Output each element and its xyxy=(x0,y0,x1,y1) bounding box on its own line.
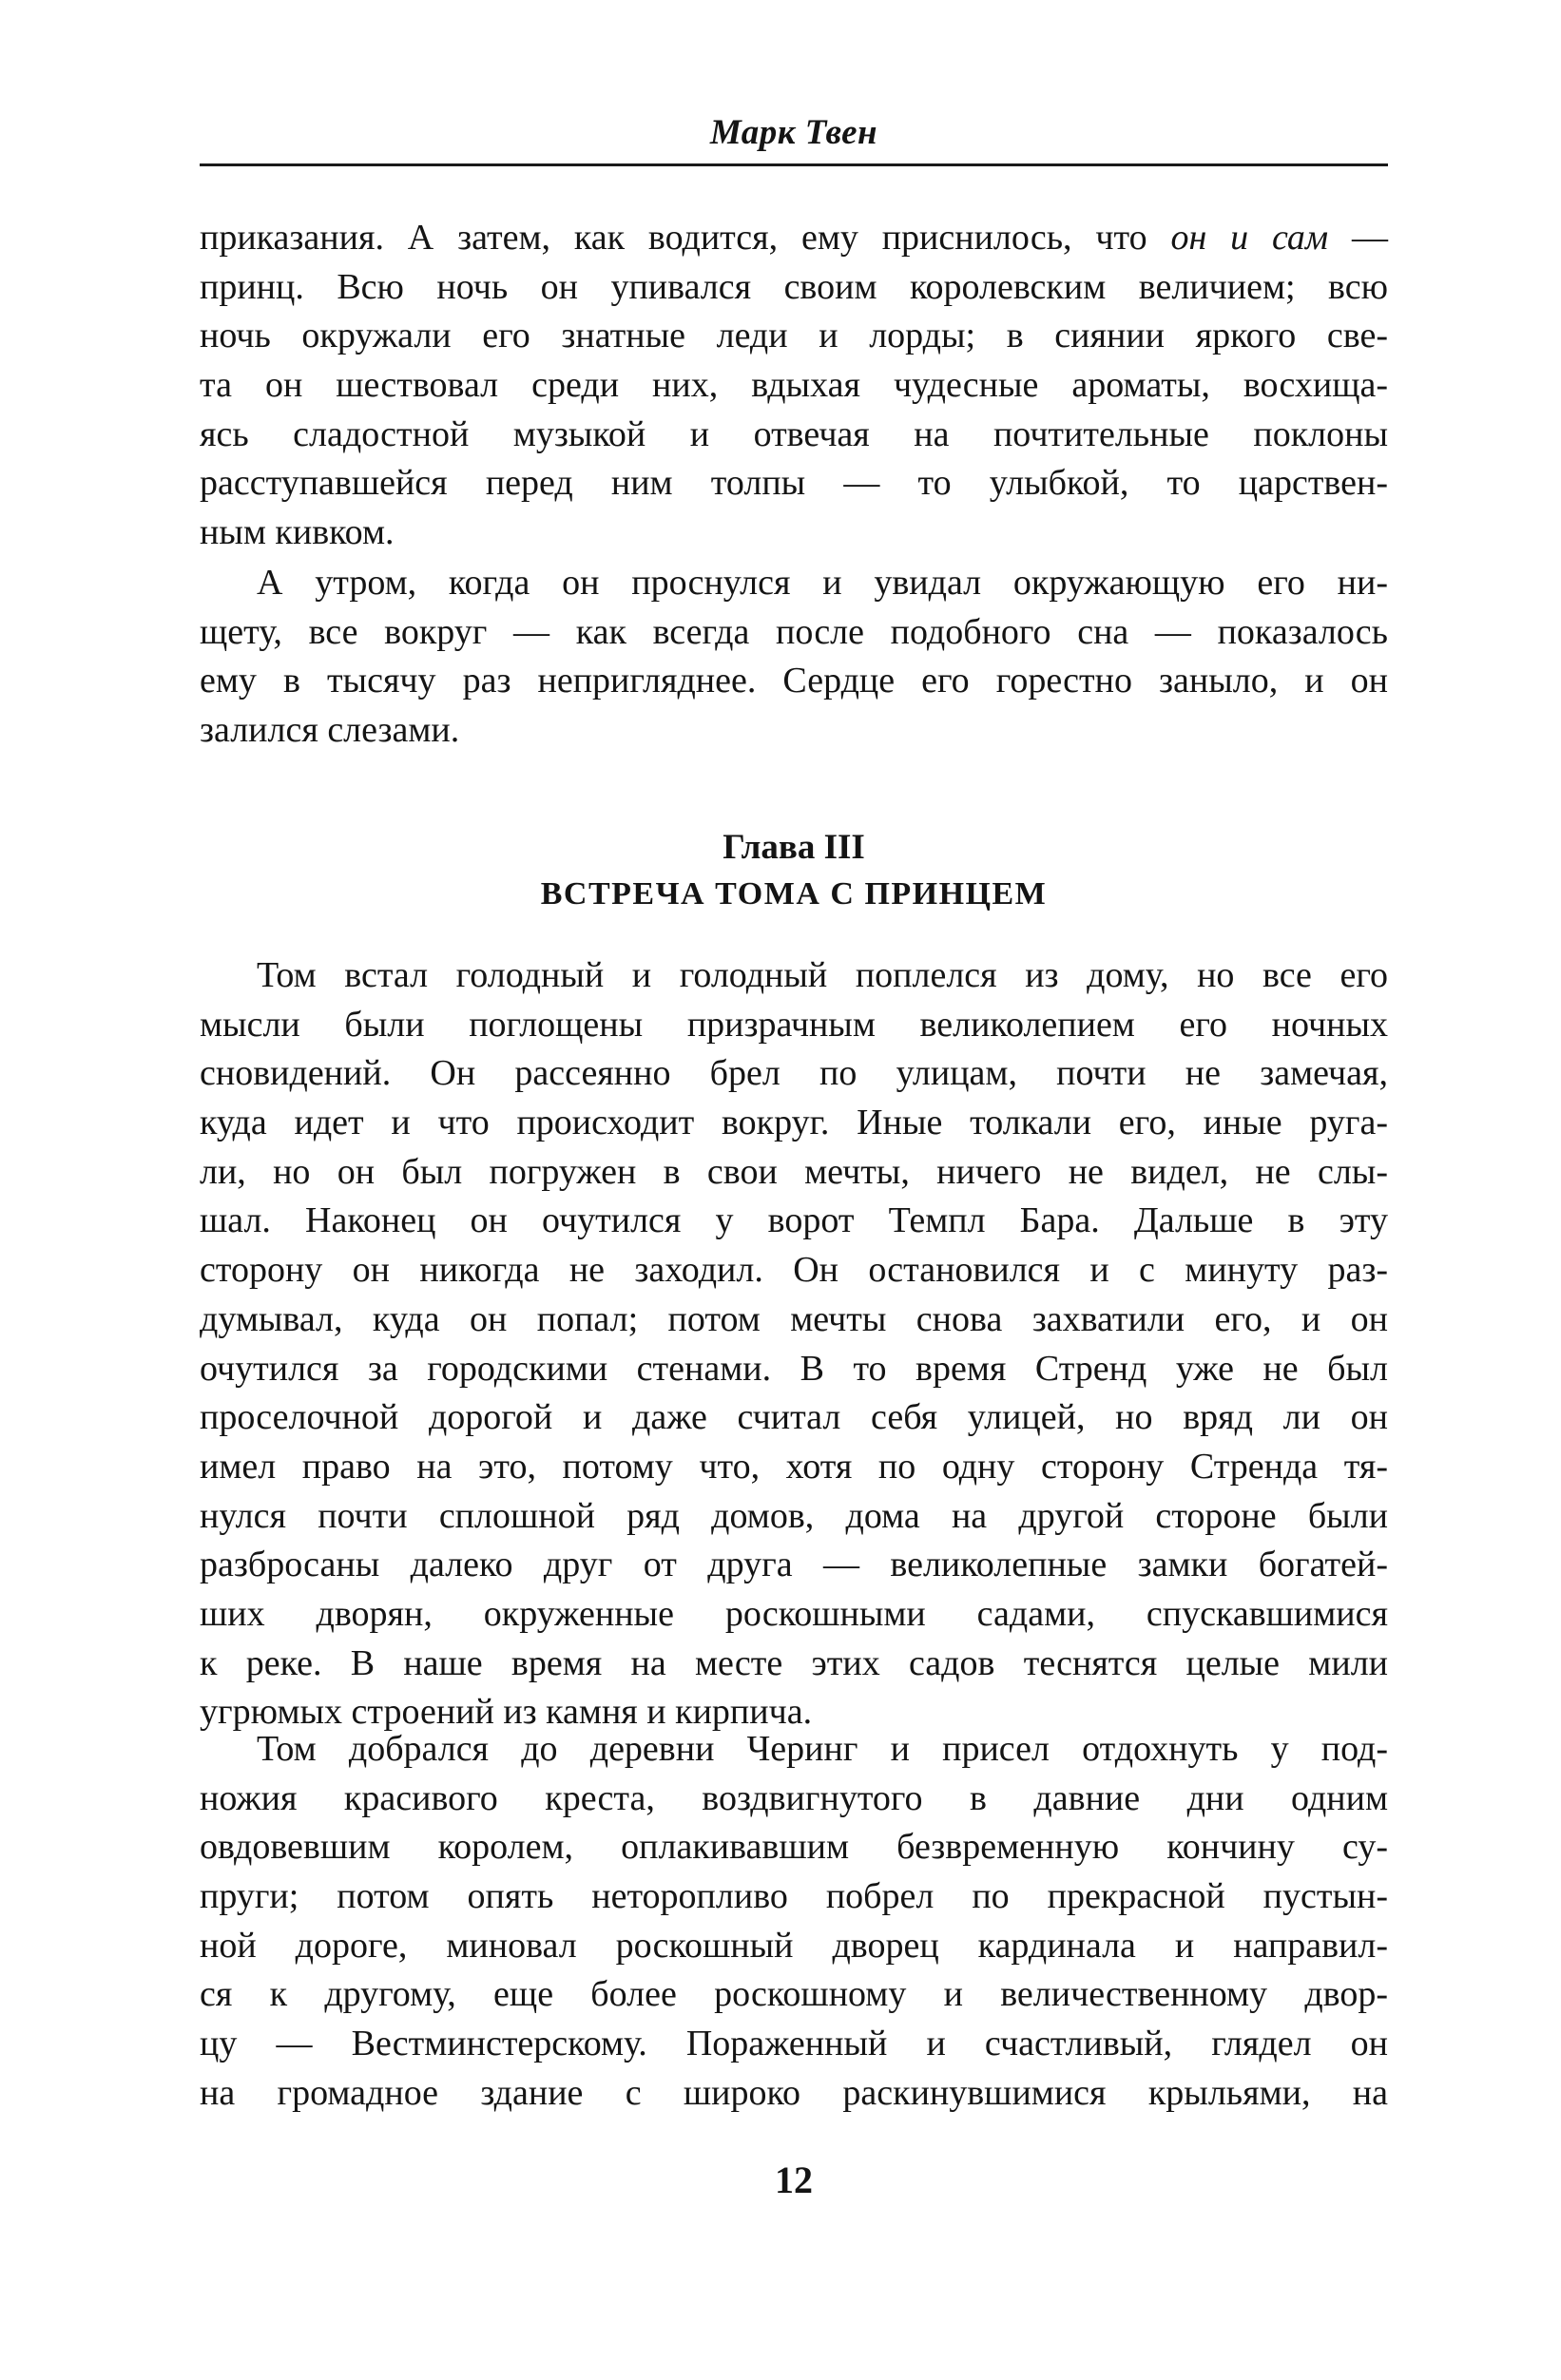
text-line: ших дворян, окруженные роскошными садами, спускавшимися xyxy=(200,1593,1388,1634)
text-line: думывал, куда он попал; потом мечты снова захватили его, и он xyxy=(200,1298,1388,1339)
chapter-title: ВСТРЕЧА ТОМА С ПРИНЦЕМ xyxy=(540,876,1048,912)
text-line: залился слезами. xyxy=(200,710,460,751)
text-line: проселочной дорогой и даже считал себя улицей, но вряд ли он xyxy=(200,1397,1388,1438)
text-line: ным кивком. xyxy=(200,512,395,553)
text-line: приказания. А затем, как водится, ему приснилось, что он и сам — xyxy=(200,218,1388,258)
text-line: очутился за городскими стенами. В то время Стренд уже не был xyxy=(200,1348,1388,1389)
text-line: та он шествовал среди них, вдыхая чудесные ароматы, восхища- xyxy=(200,365,1388,406)
text-line: ему в тысячу раз непригляднее. Сердце его горестно заныло, и он xyxy=(200,661,1388,701)
text-line: мысли были поглощены призрачным великолепием его ночных xyxy=(200,1004,1388,1045)
text-line: к реке. В наше время на месте этих садов теснятся целые мили xyxy=(200,1642,1388,1683)
text-line: цу — Вестминстерскому. Пораженный и счастливый, глядел он xyxy=(200,2024,1388,2064)
text-line: сновидений. Он рассеянно брел по улицам, почти не замечая, xyxy=(200,1053,1388,1094)
paragraph-charing xyxy=(200,1725,1388,2119)
page-number: 12 xyxy=(775,2159,813,2201)
running-header: Марк Твен xyxy=(709,113,878,152)
paragraph-tom-walks xyxy=(200,951,1388,1737)
text-line: ся к другому, еще более роскошному и величественному двор- xyxy=(200,1974,1388,2015)
text-line: ножия красивого креста, воздвигнутого в давние дни одним xyxy=(200,1777,1388,1818)
paragraph-morning xyxy=(200,559,1388,756)
chapter-number: Глава III xyxy=(723,828,865,867)
text-line: шал. Наконец он очутился у ворот Темпл Бара. Дальше в эту xyxy=(200,1200,1388,1241)
text-line: ясь сладостной музыкой и отвечая на почтительные поклоны xyxy=(200,413,1388,454)
text-line: ли, но он был погружен в свои мечты, ничего не видел, не слы- xyxy=(200,1151,1388,1192)
text-line: сторону он никогда не заходил. Он остановился и с минуту раз- xyxy=(200,1250,1388,1291)
text-line: Том добрался до деревни Черинг и присел отдохнуть у под- xyxy=(257,1729,1388,1769)
text-line: куда идет и что происходит вокруг. Иные толкали его, иные руга- xyxy=(200,1103,1388,1143)
text-line: нулся почти сплошной ряд домов, дома на другой стороне были xyxy=(200,1495,1388,1536)
text-line: ночь окружали его знатные леди и лорды; в сиянии яркого све- xyxy=(200,316,1388,356)
text-line: щету, все вокруг — как всегда после подобного сна — показалось xyxy=(200,611,1388,652)
text-line: пруги; потом опять неторопливо побрел по прекрасной пустын- xyxy=(200,1876,1388,1917)
text-line: имел право на это, потому что, хотя по одну сторону Стренда тя- xyxy=(200,1446,1388,1487)
text-line: Том встал голодный и голодный поплелся из дому, но все его xyxy=(257,955,1388,995)
text-line: угрюмых строений из камня и кирпича. xyxy=(200,1692,813,1733)
text-line: принц. Всю ночь он упивался своим королевским величием; всю xyxy=(200,266,1388,307)
text-line: А утром, когда он проснулся и увидал окружающую его ни- xyxy=(257,563,1388,603)
text-line: на громадное здание с широко раскинувшимися крыльями, на xyxy=(200,2072,1388,2113)
header-rule xyxy=(200,163,1388,166)
paragraph-dream xyxy=(200,214,1388,558)
text-line: ной дороге, миновал роскошный дворец кардинала и направил- xyxy=(200,1925,1388,1966)
text-line: овдовевшим королем, оплакивавшим безвременную кончину су- xyxy=(200,1827,1388,1868)
text-line: разбросаны далеко друг от друга — великолепные замки богатей- xyxy=(200,1545,1388,1585)
italic-emphasis: он и сам xyxy=(1170,218,1329,258)
text-line: расступавшейся перед ним толпы — то улыбкой, то царствен- xyxy=(200,463,1388,504)
